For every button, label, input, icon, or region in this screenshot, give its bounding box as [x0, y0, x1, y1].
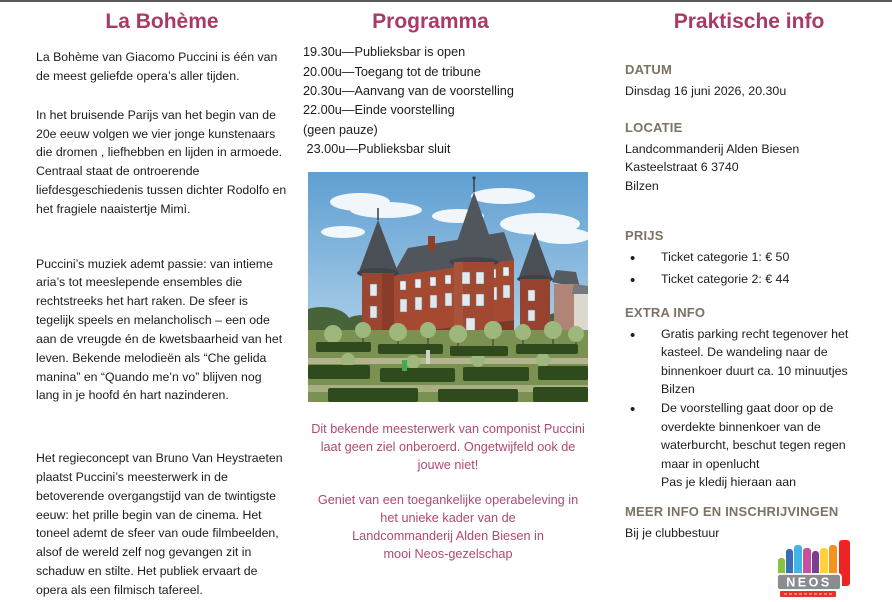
la-boheme-title: La Bohème [105, 10, 219, 33]
extra-bullet-2-cont: Pas je kledij hieraan aan [661, 475, 797, 490]
column-la-boheme [36, 10, 288, 600]
castle-photo [308, 172, 588, 402]
schedule-line: 23.00u—Publieksbar sluit [303, 142, 451, 157]
section-datum [625, 62, 873, 101]
locatie-line-3: Bilzen [625, 178, 659, 193]
pink-note-1: Dit bekende meesterwerk van componist Puccini laat geen ziel onberoerd. Ongetwijfeld ook de jouwe niet! [311, 421, 585, 472]
extra-bullet-1-cont: Bilzen [661, 382, 695, 397]
la-boheme-paragraph-1: La Bohème van Giacomo Puccini is één van de meest geliefde opera’s aller tijden. [36, 50, 278, 83]
locatie-heading: LOCATIE [625, 119, 683, 135]
section-locatie [625, 120, 873, 196]
datum-heading: DATUM [625, 62, 672, 78]
schedule-line: 22.00u—Einde voorstelling [303, 103, 455, 118]
extra-bullet-1-main: Gratis parking recht tegenover het kasteel. De wandeling naar de binnenkoer duurt ca. 10 minuutjes [661, 326, 849, 378]
la-boheme-paragraph-3: Puccini’s muziek ademt passie: van intieme aria’s tot meeslepende ensembles die rechtstreeks het hart raken. De sfeer is tegelijk speels en melancholisch – een ode aan de vreugde én de kwetsbaarheid van het leven. Bekende melodieën als “Che gelida manina” en “Quando me’n vo” blijven nog lang in je hoofd én hart nazinderen. [36, 256, 283, 403]
schedule-line: 19.30u—Publieksbar is open [303, 45, 466, 60]
prijs-bullet-1-text: Ticket categorie 1: € 50 [661, 249, 790, 264]
neos-logo-icon [776, 538, 852, 598]
bullet-icon [625, 270, 661, 293]
schedule-line: 20.00u—Toegang tot de tribune [303, 64, 481, 79]
la-boheme-paragraph-4: Het regieconcept van Bruno Van Heystraeten plaatst Puccini’s meesterwerk in de betoverende overgangstijd van de twintigste eeuw: het prille begin van de cinema. Het toneel ademt de sfeer van oude filmbeelden, alsof de wereld zelf nog gevangen zit in schaduw en stilte. Het publiek ervaart de opera als een filmisch tafereel. [36, 451, 283, 597]
bullet-icon [625, 325, 661, 348]
meer-info-value: Bij je clubbestuur [625, 526, 720, 541]
section-prijs [625, 228, 873, 293]
section-extra-info [625, 305, 873, 492]
locatie-line-2: Kasteelstraat 6 3740 [625, 160, 739, 175]
extra-bullet-1 [625, 325, 873, 399]
bullet-icon [625, 248, 661, 271]
extra-bullet-2 [625, 399, 873, 492]
neos-logo [776, 538, 852, 598]
extra-bullet-1-text [661, 325, 873, 399]
bullet-icon [625, 399, 661, 422]
datum-value: Dinsdag 16 juni 2026, 20.30u [625, 84, 787, 99]
locatie-line-1: Landcommanderij Alden Biesen [625, 141, 800, 156]
pink-note-2: Geniet van een toegankelijke operabeleving in het unieke kader van de Landcommanderij Alden Biesen in mooi Neos-gezelschap [317, 492, 579, 561]
neos-logo-text: NEOS [786, 575, 832, 590]
extra-bullet-2-text [661, 399, 873, 492]
extra-bullet-2-main: De voorstelling gaat door op de overdekte binnenkoer van de waterburcht, beschut tegen regen maar in openlucht [661, 401, 846, 471]
top-border-rule [0, 0, 892, 2]
meer-info-heading: MEER INFO EN INSCHRIJVINGEN [625, 504, 839, 520]
prijs-bullet-1 [625, 248, 873, 271]
column-praktische-info [625, 10, 873, 543]
schedule-line: (geen pauze) [303, 122, 378, 137]
schedule-line: 20.30u—Aanvang van de voorstelling [303, 83, 514, 98]
section-meer-info [625, 504, 873, 543]
programma-schedule [303, 43, 593, 160]
extra-info-heading: EXTRA INFO [625, 304, 706, 320]
prijs-bullet-2 [625, 270, 873, 293]
castle-illustration [308, 172, 588, 402]
la-boheme-paragraph-2: In het bruisende Parijs van het begin van de 20e eeuw volgen we vier jonge kunstenaars die dromen , liefhebben en lijden in armoede. Centraal staat de ontroerende liefdesgeschiedenis tussen dichter Rodolfo en het fragiele naaistertje Mimì. [36, 107, 287, 216]
programma-title: Programma [372, 10, 489, 33]
column-programma [303, 10, 593, 563]
prijs-heading: PRIJS [625, 227, 664, 243]
praktische-info-title: Praktische info [673, 10, 825, 33]
prijs-bullet-2-text: Ticket categorie 2: € 44 [661, 272, 790, 287]
